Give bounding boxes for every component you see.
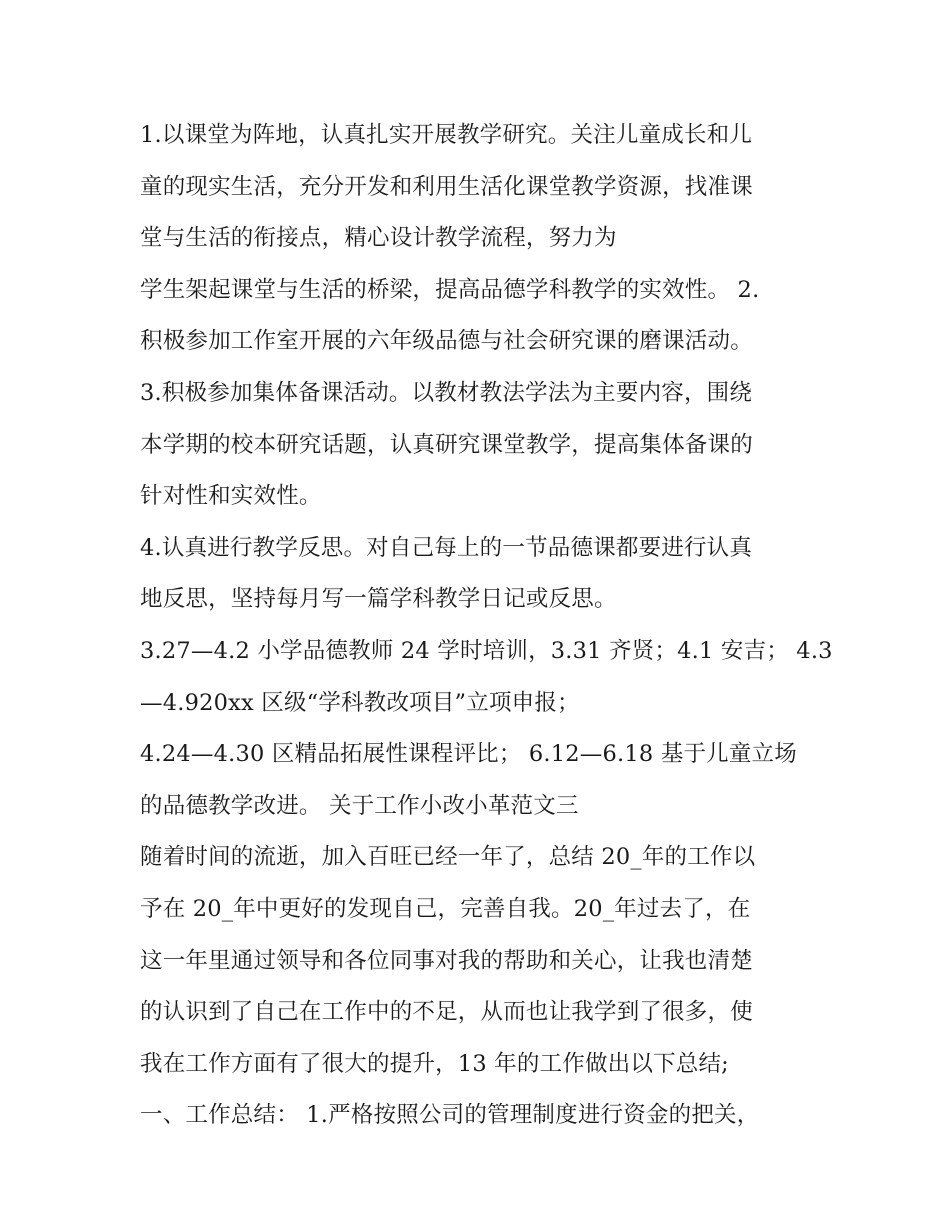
text-line: 堂与生活的衔接点，精心设计教学流程，努力为 <box>140 225 617 252</box>
text-line: 积极参加工作室开展的六年级品德与社会研究课的磨课活动。 <box>140 328 753 355</box>
text-line: 4.24—4.30 区精品拓展性课程评比； 6.12—6.18 基于儿童立场 <box>140 741 797 768</box>
text-line: 本学期的校本研究话题，认真研究课堂教学，提高集体备课的 <box>140 431 753 458</box>
text-line: 地反思，坚持每月写一篇学科教学日记或反思。 <box>140 586 617 613</box>
text-line: 予在 20_年中更好的发现自己，完善自我。20_年过去了，在 <box>140 895 751 922</box>
text-line: 一、工作总结： 1.严格按照公司的管理制度进行资金的把关， <box>140 1102 760 1129</box>
text-line: 学生架起课堂与生活的桥梁，提高品德学科教学的实效性。 2. <box>140 276 760 303</box>
text-line: 随着时间的流逝，加入百旺已经一年了，总结 20_年的工作以 <box>140 844 756 871</box>
text-line: 3.27—4.2 小学品德教师 24 学时培训，3.31 齐贤；4.1 安吉； 4.3 <box>140 637 833 664</box>
text-line: 的品德教学改进。 关于工作小改小革范文三 <box>140 792 579 819</box>
body-text <box>140 110 833 1142</box>
text-line: 这一年里通过领导和各位同事对我的帮助和关心，让我也清楚 <box>140 947 753 974</box>
text-line: 4.认真进行教学反思。对自己每上的一节品德课都要进行认真 <box>140 534 753 561</box>
text-line: 3.积极参加集体备课活动。以教材教法学法为主要内容，围绕 <box>140 379 753 406</box>
text-line: 我在工作方面有了很大的提升，13 年的工作做出以下总结; <box>140 1050 729 1077</box>
text-line: 童的现实生活，充分开发和利用生活化课堂教学资源，找准课 <box>140 173 753 200</box>
text-line: —4.920xx 区级“学科教改项目”立项申报； <box>140 689 580 716</box>
text-line: 针对性和实效性。 <box>140 483 322 510</box>
text-line: 1.以课堂为阵地，认真扎实开展教学研究。关注儿童成长和儿 <box>140 122 753 148</box>
text-line: 的认识到了自己在工作中的不足，从而也让我学到了很多，使 <box>140 999 753 1026</box>
